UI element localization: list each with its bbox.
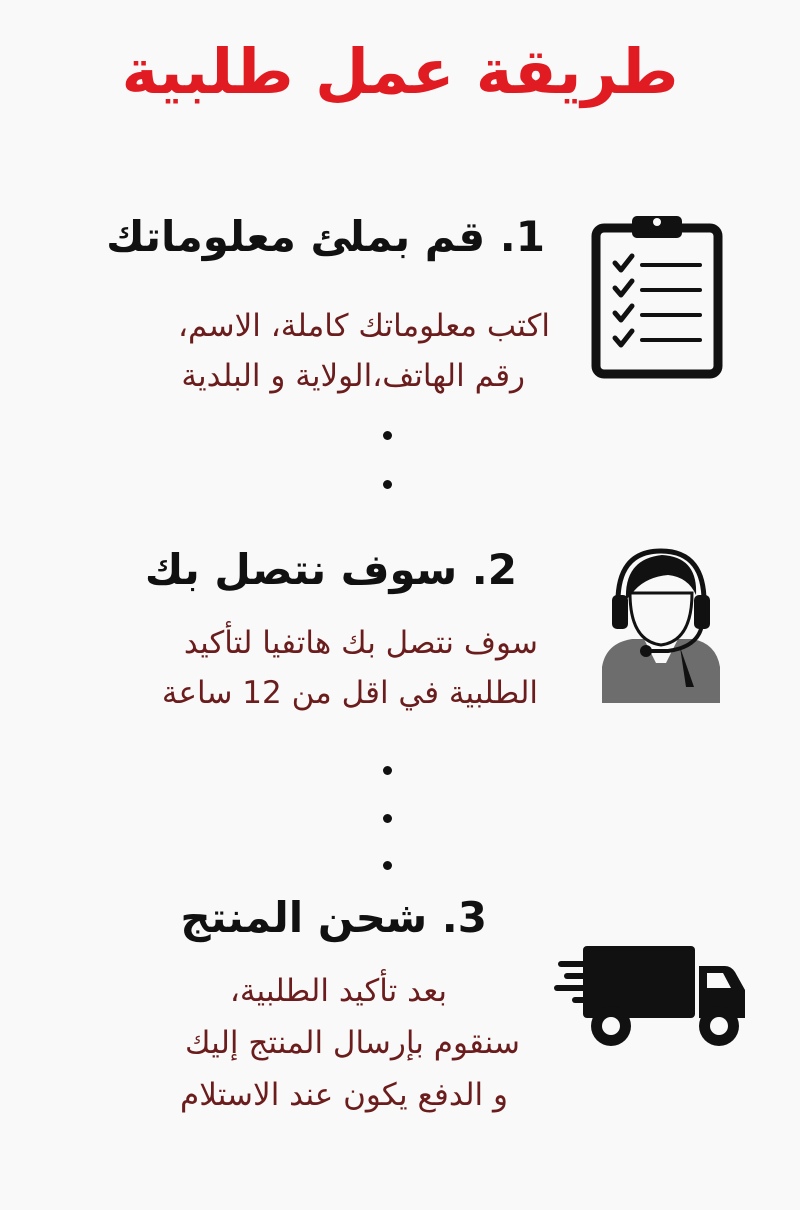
- support-agent-headset-icon: [598, 545, 724, 707]
- separator-dot: [383, 814, 392, 823]
- clipboard-checklist-icon: [590, 208, 725, 380]
- step-3-description-line-3: و الدفع يكون عند الاستلام: [180, 1077, 508, 1113]
- step-3-description-line-1: بعد تأكيد الطلبية،: [229, 973, 447, 1009]
- step-2-description-line-2: الطلبية في اقل من 12 ساعة: [161, 675, 538, 711]
- step-1-description-line-2: رقم الهاتف،الولاية و البلدية: [181, 358, 525, 394]
- step-2-description-line-1: سوف نتصل بك هاتفيا لتأكيد: [183, 625, 538, 661]
- step-2-heading: 2. سوف نتصل بك: [144, 545, 517, 594]
- page-title: طريقة عمل طلبية: [121, 35, 679, 108]
- step-3-description-line-2: سنقوم بإرسال المنتج إليك: [184, 1025, 520, 1061]
- separator-dot: [383, 480, 392, 489]
- separator-dot: [383, 431, 392, 440]
- step-1-description-line-1: اكتب معلوماتك كاملة، الاسم،: [178, 308, 550, 344]
- delivery-truck-icon: [553, 942, 748, 1052]
- separator-dot: [383, 861, 392, 870]
- separator-dot: [383, 766, 392, 775]
- step-3-heading: 3. شحن المنتج: [180, 893, 487, 942]
- step-1-heading: 1. قم بملئ معلوماتك: [106, 212, 545, 261]
